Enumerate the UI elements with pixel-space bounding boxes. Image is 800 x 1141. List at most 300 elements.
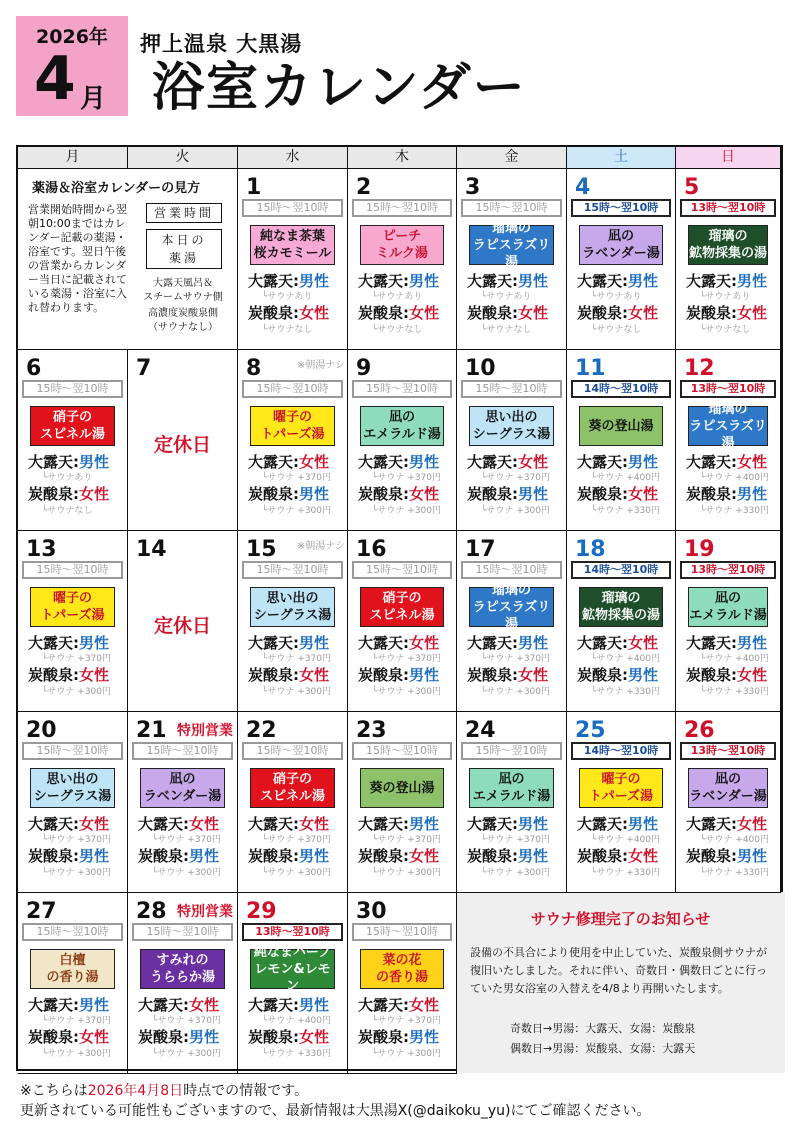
- tansansen-assignment: [138, 845, 219, 866]
- rotenburo-assignment: [577, 813, 658, 834]
- herbal-bath-name: 凪の エメラルド湯: [469, 768, 554, 808]
- sauna-note: └サウナ +370円: [481, 835, 550, 845]
- bath-area-label: 炭酸泉: [686, 666, 732, 684]
- herbal-bath-name: 純なまハーブ レモン&レモン: [250, 949, 335, 989]
- separator: :: [293, 666, 300, 684]
- business-hours: 14時～翌10時: [571, 561, 671, 579]
- bath-area-label: 大露天: [686, 453, 732, 471]
- sauna-note: └サウナ +370円: [152, 835, 221, 845]
- bath-area-label: 大露天: [248, 996, 294, 1014]
- no-morning-bath-note: ※朝湯ナシ: [296, 360, 345, 371]
- herbal-bath-name: 瑠璃の ラピスラズリ湯: [689, 401, 767, 451]
- rotenburo-assignment: [467, 451, 548, 472]
- tansansen-assignment: [358, 845, 439, 866]
- separator: :: [293, 634, 300, 652]
- gender-label: 女性: [518, 666, 549, 684]
- rotenburo-assignment: [358, 994, 439, 1015]
- bath-area-label: 炭酸泉: [577, 847, 623, 865]
- gender-label: 男性: [737, 272, 768, 290]
- separator: :: [512, 815, 519, 833]
- separator: :: [293, 847, 300, 865]
- separator: :: [731, 453, 738, 471]
- sauna-note: └サウナ +400円: [700, 654, 769, 664]
- legend-bath-line4: （サウナなし）: [148, 322, 218, 333]
- day-cell: [238, 169, 348, 350]
- day-number: 27: [26, 899, 57, 924]
- bath-area-label: 炭酸泉: [467, 847, 513, 865]
- herbal-bath-name: 葵の登山湯: [579, 406, 663, 446]
- weekday-header: 木: [348, 147, 457, 169]
- day-number: 30: [356, 899, 387, 924]
- gender-label: 男性: [79, 996, 110, 1014]
- day-number: 4: [575, 175, 591, 200]
- bath-area-label: 炭酸泉: [686, 304, 732, 322]
- separator: :: [512, 304, 519, 322]
- day-number: 23: [356, 718, 387, 743]
- business-hours: 15時～翌10時: [242, 380, 343, 398]
- notice-even: 偶数日→男湯：炭酸泉、女湯：大露天: [510, 1042, 696, 1055]
- gender-label: 男性: [737, 847, 768, 865]
- separator: :: [73, 815, 80, 833]
- gender-label: 男性: [737, 485, 768, 503]
- sauna-note: └サウナ +300円: [152, 1049, 221, 1059]
- gender-label: 女性: [518, 453, 549, 471]
- bath-area-label: 大露天: [28, 634, 74, 652]
- business-hours: 15時～翌10時: [242, 742, 343, 760]
- gender-label: 女性: [79, 815, 110, 833]
- tansansen-assignment: [467, 302, 548, 323]
- tansansen-assignment: [248, 664, 329, 685]
- business-hours: 14時～翌10時: [571, 742, 671, 760]
- separator: :: [512, 272, 519, 290]
- gender-label: 女性: [79, 666, 110, 684]
- rotenburo-assignment: [686, 451, 767, 472]
- day-cell: [457, 531, 567, 712]
- gender-label: 女性: [189, 815, 220, 833]
- tansansen-assignment: [577, 302, 658, 323]
- gender-label: 男性: [409, 666, 440, 684]
- bath-area-label: 大露天: [577, 634, 623, 652]
- herbal-bath-name: すみれの うららか湯: [140, 949, 225, 989]
- bath-area-label: 大露天: [577, 815, 623, 833]
- bath-area-label: 大露天: [248, 815, 294, 833]
- separator: :: [622, 666, 629, 684]
- sauna-note: └サウナ +330円: [700, 868, 769, 878]
- gender-label: 女性: [409, 996, 440, 1014]
- separator: :: [403, 996, 410, 1014]
- day-cell: [238, 350, 348, 531]
- day-cell: [676, 531, 781, 712]
- day-number: 24: [465, 718, 496, 743]
- bath-area-label: 炭酸泉: [248, 485, 294, 503]
- sauna-note: └サウナ +330円: [591, 506, 660, 516]
- rotenburo-assignment: [358, 451, 439, 472]
- weekday-header: 火: [128, 147, 238, 169]
- bath-area-label: 大露天: [28, 996, 74, 1014]
- sauna-note: └サウナ +370円: [372, 654, 441, 664]
- separator: :: [731, 815, 738, 833]
- gender-label: 男性: [299, 996, 330, 1014]
- day-number: 11: [575, 356, 606, 381]
- day-number: 21: [136, 718, 167, 743]
- rotenburo-assignment: [686, 632, 767, 653]
- tansansen-assignment: [686, 483, 767, 504]
- sauna-note: └サウナ +300円: [42, 868, 111, 878]
- day-cell: [348, 531, 457, 712]
- separator: :: [622, 485, 629, 503]
- day-number: 29: [246, 899, 277, 924]
- weekday-header: 月: [18, 147, 128, 169]
- sauna-note: └サウナ +300円: [262, 687, 331, 697]
- sauna-note: └サウナなし: [591, 325, 642, 335]
- footer-date: 2026年4月8日: [87, 1083, 184, 1099]
- sauna-note: └サウナ +370円: [262, 473, 331, 483]
- day-number: 15: [246, 537, 277, 562]
- rotenburo-assignment: [28, 994, 109, 1015]
- bath-area-label: 大露天: [467, 634, 513, 652]
- separator: :: [731, 304, 738, 322]
- day-number: 9: [356, 356, 372, 381]
- day-cell: [18, 893, 128, 1074]
- sauna-note: └サウナなし: [700, 325, 751, 335]
- day-cell: [238, 531, 348, 712]
- herbal-bath-name: 硝子の スピネル湯: [360, 587, 444, 627]
- separator: :: [293, 1028, 300, 1046]
- separator: :: [183, 996, 190, 1014]
- notice-body: 設備の不具合により使用を中止していた、炭酸泉側サウナが復旧いたしました。それに伴い、奇数日・偶数日ごとに行っていた男女浴室の入替えを4/8より再開いたします。: [470, 946, 767, 995]
- bath-area-label: 大露天: [28, 815, 74, 833]
- gender-label: 女性: [409, 485, 440, 503]
- legend-bath-line3: 高濃度炭酸泉側: [148, 308, 218, 319]
- tansansen-assignment: [28, 483, 109, 504]
- separator: :: [731, 666, 738, 684]
- tansansen-assignment: [467, 845, 548, 866]
- day-cell: [238, 893, 348, 1074]
- herbal-bath-name: 凪の ラベンダー湯: [140, 768, 225, 808]
- bath-area-label: 大露天: [248, 272, 294, 290]
- separator: :: [403, 453, 410, 471]
- day-cell: [348, 169, 457, 350]
- day-number: 16: [356, 537, 387, 562]
- legend-text: 営業開始時間から翌朝10:00まではカレンダー記載の薬湯・浴室です。翌日午後の営業からカレンダー当日に記載されている薬湯・浴室に入れ替わります。: [28, 203, 127, 314]
- day-number: 14: [136, 537, 167, 562]
- rotenburo-assignment: [577, 451, 658, 472]
- gender-label: 男性: [518, 485, 549, 503]
- rotenburo-assignment: [358, 813, 439, 834]
- bath-area-label: 大露天: [138, 996, 184, 1014]
- special-business-label: 特別営業: [177, 904, 233, 920]
- separator: :: [622, 847, 629, 865]
- day-cell: [676, 350, 781, 531]
- sauna-note: └サウナ +370円: [481, 473, 550, 483]
- gender-label: 男性: [628, 815, 659, 833]
- sauna-note: └サウナあり: [700, 292, 751, 302]
- month-number: 4: [34, 44, 76, 114]
- notice-box: [456, 892, 785, 1073]
- bath-area-label: 大露天: [686, 272, 732, 290]
- bath-area-label: 大露天: [28, 453, 74, 471]
- sauna-note: └サウナ +370円: [372, 473, 441, 483]
- separator: :: [512, 485, 519, 503]
- sauna-note: └サウナあり: [591, 292, 642, 302]
- legend-bath-box: 本日の 薬湯: [146, 229, 222, 269]
- gender-label: 男性: [409, 1028, 440, 1046]
- day-cell: [128, 350, 238, 531]
- separator: :: [512, 634, 519, 652]
- herbal-bath-name: 凪の ラベンダー湯: [579, 225, 663, 265]
- gender-label: 女性: [628, 485, 659, 503]
- separator: :: [73, 666, 80, 684]
- herbal-bath-name: 凪の エメラルド湯: [360, 406, 444, 446]
- footer-line1: ※こちらは2026年4月8日時点での情報です。: [20, 1083, 309, 1099]
- bath-area-label: 大露天: [686, 815, 732, 833]
- gender-label: 女性: [409, 304, 440, 322]
- gender-label: 男性: [518, 272, 549, 290]
- bath-area-label: 炭酸泉: [686, 847, 732, 865]
- separator: :: [183, 815, 190, 833]
- business-hours: 15時～翌10時: [22, 380, 123, 398]
- gender-label: 女性: [79, 485, 110, 503]
- herbal-bath-name: 葵の登山湯: [360, 768, 444, 808]
- gender-label: 女性: [299, 304, 330, 322]
- day-number: 28: [136, 899, 167, 924]
- sauna-note: └サウナ +370円: [262, 835, 331, 845]
- sauna-note: └サウナあり: [42, 473, 93, 483]
- separator: :: [403, 272, 410, 290]
- herbal-bath-name: 瑠璃の 鉱物採集の湯: [688, 225, 768, 265]
- separator: :: [293, 485, 300, 503]
- sauna-note: └サウナ +370円: [152, 1016, 221, 1026]
- weekday-header: 金: [457, 147, 567, 169]
- sauna-note: └サウナ +300円: [481, 868, 550, 878]
- gender-label: 男性: [79, 847, 110, 865]
- sauna-note: └サウナ +370円: [481, 654, 550, 664]
- business-hours: 15時～翌10時: [352, 380, 452, 398]
- bath-area-label: 炭酸泉: [28, 847, 74, 865]
- rotenburo-assignment: [248, 270, 329, 291]
- gender-label: 男性: [518, 634, 549, 652]
- separator: :: [731, 272, 738, 290]
- separator: :: [73, 485, 80, 503]
- tansansen-assignment: [467, 664, 548, 685]
- tansansen-assignment: [686, 302, 767, 323]
- separator: :: [512, 666, 519, 684]
- separator: :: [622, 815, 629, 833]
- rotenburo-assignment: [138, 813, 219, 834]
- herbal-bath-name: 瑠璃の 鉱物採集の湯: [579, 587, 663, 627]
- rotenburo-assignment: [248, 632, 329, 653]
- separator: :: [622, 453, 629, 471]
- day-cell: [457, 712, 567, 893]
- gender-label: 男性: [518, 815, 549, 833]
- tansansen-assignment: [248, 1026, 329, 1047]
- gender-label: 男性: [189, 1028, 220, 1046]
- rotenburo-assignment: [577, 270, 658, 291]
- rotenburo-assignment: [467, 270, 548, 291]
- separator: :: [731, 634, 738, 652]
- separator: :: [293, 304, 300, 322]
- sauna-note: └サウナ +370円: [372, 1016, 441, 1026]
- sauna-note: └サウナあり: [262, 292, 313, 302]
- day-number: 1: [246, 175, 262, 200]
- business-hours: 15時～翌10時: [132, 923, 233, 941]
- separator: :: [403, 815, 410, 833]
- sauna-note: └サウナ +370円: [42, 1016, 111, 1026]
- gender-label: 女性: [737, 304, 768, 322]
- day-number: 26: [684, 718, 715, 743]
- gender-label: 女性: [189, 996, 220, 1014]
- day-cell: [567, 350, 676, 531]
- day-number: 22: [246, 718, 277, 743]
- bath-area-label: 炭酸泉: [686, 485, 732, 503]
- separator: :: [403, 666, 410, 684]
- herbal-bath-name: ピーチ ミルク湯: [360, 225, 444, 265]
- sauna-note: └サウナ +300円: [372, 687, 441, 697]
- day-number: 8: [246, 356, 262, 381]
- page-title: 浴室カレンダー: [152, 58, 527, 118]
- tansansen-assignment: [358, 664, 439, 685]
- gender-label: 男性: [299, 634, 330, 652]
- separator: :: [403, 485, 410, 503]
- separator: :: [73, 996, 80, 1014]
- day-number: 10: [465, 356, 496, 381]
- rotenburo-assignment: [467, 813, 548, 834]
- sauna-note: └サウナあり: [481, 292, 532, 302]
- day-number: 17: [465, 537, 496, 562]
- herbal-bath-name: 瑠璃の ラピスラズリ湯: [469, 587, 554, 627]
- separator: :: [512, 453, 519, 471]
- separator: :: [73, 453, 80, 471]
- gender-label: 女性: [409, 847, 440, 865]
- sauna-note: └サウナ +370円: [262, 654, 331, 664]
- separator: :: [403, 304, 410, 322]
- day-cell: [676, 712, 781, 893]
- sauna-note: └サウナ +370円: [372, 835, 441, 845]
- gender-label: 女性: [299, 666, 330, 684]
- day-cell: [348, 350, 457, 531]
- business-hours: 13時～翌10時: [242, 923, 343, 941]
- bath-area-label: 大露天: [248, 634, 294, 652]
- sauna-note: └サウナ +300円: [372, 506, 441, 516]
- rotenburo-assignment: [28, 813, 109, 834]
- herbal-bath-name: 凪の エメラルド湯: [688, 587, 768, 627]
- gender-label: 男性: [79, 634, 110, 652]
- business-hours: 15時～翌10時: [22, 742, 123, 760]
- sauna-note: └サウナ +400円: [700, 835, 769, 845]
- day-number: 18: [575, 537, 606, 562]
- separator: :: [293, 996, 300, 1014]
- sauna-note: └サウナ +400円: [591, 835, 660, 845]
- day-cell: [457, 169, 567, 350]
- bath-area-label: 大露天: [248, 453, 294, 471]
- bath-area-label: 大露天: [467, 453, 513, 471]
- closed-day-label: 定休日: [153, 615, 211, 637]
- separator: :: [293, 272, 300, 290]
- gender-label: 男性: [409, 453, 440, 471]
- herbal-bath-name: 凪の ラベンダー湯: [688, 768, 768, 808]
- sauna-note: └サウナ +330円: [591, 868, 660, 878]
- separator: :: [293, 815, 300, 833]
- sauna-note: └サウナ +300円: [262, 506, 331, 516]
- day-number: 19: [684, 537, 715, 562]
- day-number: 25: [575, 718, 606, 743]
- gender-label: 男性: [409, 272, 440, 290]
- sauna-note: └サウナなし: [42, 506, 93, 516]
- bath-area-label: 炭酸泉: [358, 304, 404, 322]
- rotenburo-assignment: [358, 270, 439, 291]
- tansansen-assignment: [686, 845, 767, 866]
- business-hours: 13時～翌10時: [680, 380, 776, 398]
- business-hours: 15時～翌10時: [461, 742, 562, 760]
- gender-label: 男性: [628, 272, 659, 290]
- gender-label: 男性: [737, 634, 768, 652]
- closed-day-label: 定休日: [153, 434, 211, 456]
- separator: :: [731, 847, 738, 865]
- sauna-note: └サウナ +330円: [262, 1049, 331, 1059]
- day-number: 13: [26, 537, 57, 562]
- gender-label: 女性: [299, 1028, 330, 1046]
- day-cell: [567, 531, 676, 712]
- herbal-bath-name: 曜子の トパーズ湯: [30, 587, 115, 627]
- day-cell: [18, 350, 128, 531]
- rotenburo-assignment: [686, 270, 767, 291]
- legend-cell: [18, 169, 238, 350]
- business-hours: 15時～翌10時: [22, 923, 123, 941]
- separator: :: [73, 847, 80, 865]
- weekday-header: 日: [676, 147, 781, 169]
- day-cell: [348, 712, 457, 893]
- gender-label: 女性: [628, 634, 659, 652]
- rotenburo-assignment: [577, 632, 658, 653]
- day-number: 6: [26, 356, 42, 381]
- year-label: 2026年: [36, 26, 108, 48]
- tansansen-assignment: [28, 664, 109, 685]
- day-cell: [238, 712, 348, 893]
- business-hours: 15時～翌10時: [352, 561, 452, 579]
- sauna-note: └サウナなし: [481, 325, 532, 335]
- sauna-note: └サウナ +330円: [700, 506, 769, 516]
- separator: :: [73, 634, 80, 652]
- herbal-bath-name: 菜の花 の香り湯: [360, 949, 444, 989]
- legend-hours-box: 営業時間: [146, 203, 222, 223]
- business-hours: 15時～翌10時: [571, 199, 671, 217]
- herbal-bath-name: 硝子の スピネル湯: [250, 768, 335, 808]
- month-unit: 月: [80, 84, 107, 114]
- gender-label: 男性: [409, 815, 440, 833]
- rotenburo-assignment: [467, 632, 548, 653]
- bath-area-label: 炭酸泉: [467, 304, 513, 322]
- rotenburo-assignment: [358, 632, 439, 653]
- gender-label: 男性: [628, 666, 659, 684]
- gender-label: 男性: [628, 453, 659, 471]
- sauna-note: └サウナ +300円: [372, 868, 441, 878]
- business-hours: 15時～翌10時: [132, 742, 233, 760]
- business-hours: 15時～翌10時: [352, 742, 452, 760]
- day-number: 7: [136, 356, 152, 381]
- bath-area-label: 炭酸泉: [248, 304, 294, 322]
- rotenburo-assignment: [248, 813, 329, 834]
- day-cell: [128, 531, 238, 712]
- tansansen-assignment: [358, 302, 439, 323]
- sauna-note: └サウナ +330円: [700, 687, 769, 697]
- business-hours: 13時～翌10時: [680, 742, 776, 760]
- sauna-note: └サウナ +400円: [591, 654, 660, 664]
- month-badge: [16, 16, 128, 116]
- notice-title: サウナ修理完了のお知らせ: [530, 910, 711, 928]
- sauna-note: └サウナなし: [262, 325, 313, 335]
- sauna-note: └サウナ +400円: [262, 1016, 331, 1026]
- herbal-bath-name: 瑠璃の ラピスラズリ湯: [469, 225, 554, 265]
